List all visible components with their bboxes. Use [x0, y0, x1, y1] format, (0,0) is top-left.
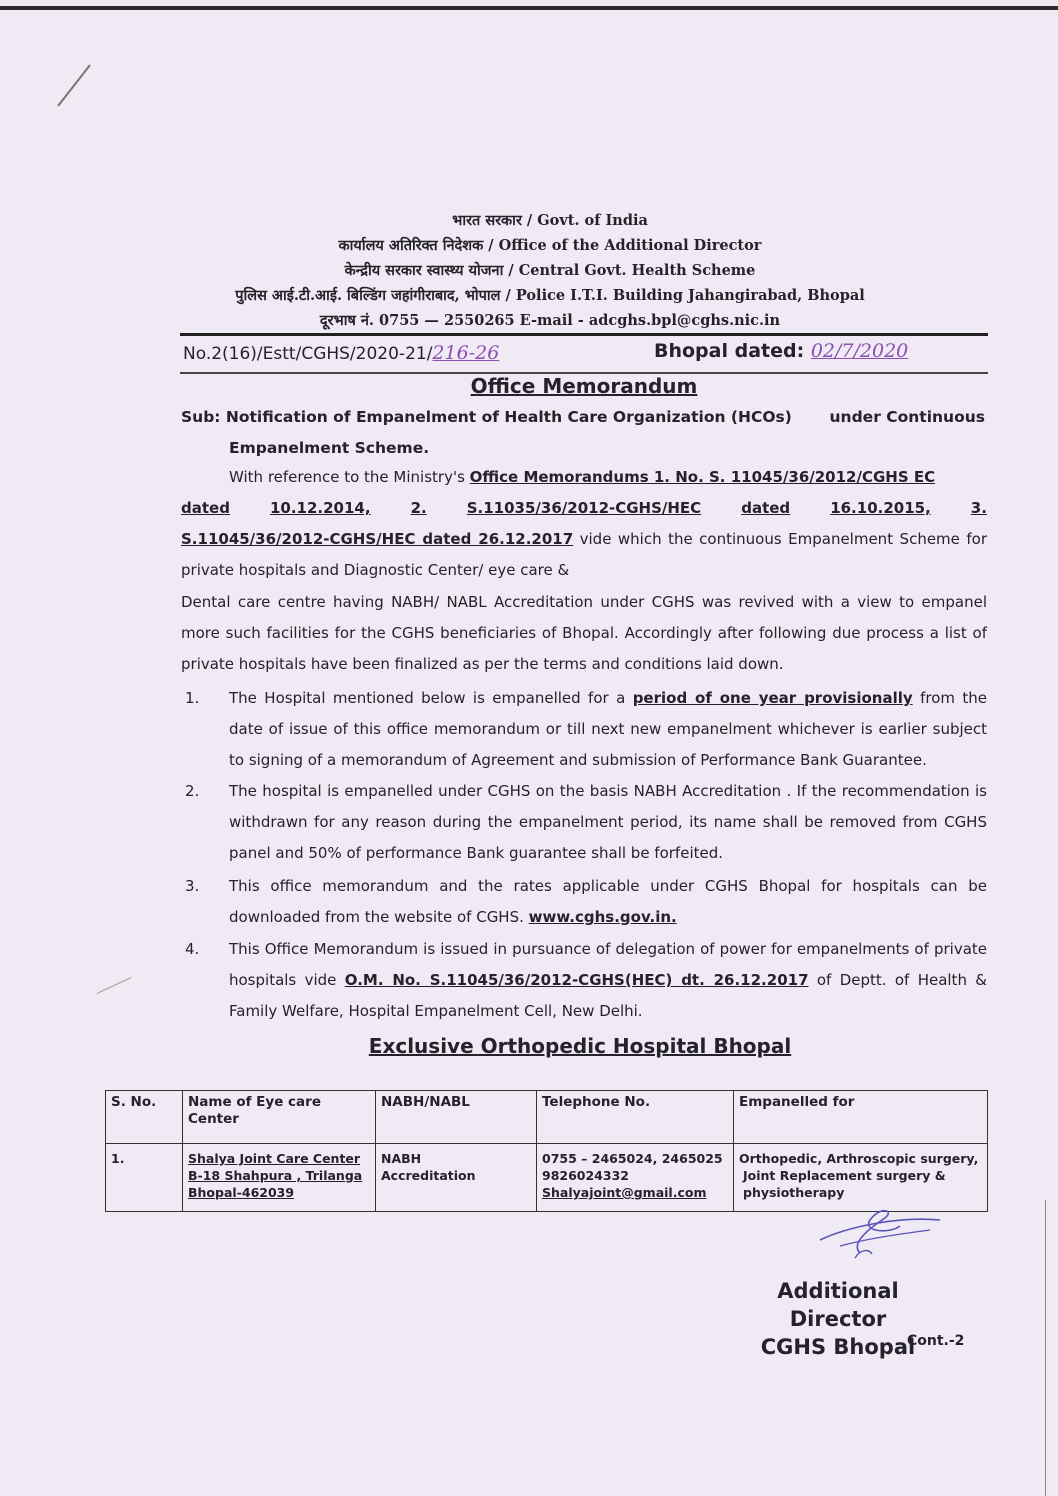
- para1-row2-word: 2.: [410, 499, 427, 517]
- letterhead-line-office: कार्यालय अतिरिक्त निदेशक / Office of the Additional Director: [338, 237, 762, 254]
- scan-top-border: [0, 6, 1058, 10]
- date-handwritten: 02/7/2020: [810, 340, 909, 362]
- table-header: NABH/NABL: [376, 1091, 537, 1144]
- empanelled-line: physiotherapy: [743, 1185, 845, 1200]
- date-label: Bhopal dated:: [654, 340, 805, 362]
- list-item-text: from the date of issue of this office memorandum or till next new empanelment whichever is earlier subject to signing of a memorandum of Agreement and submission of Performance Bank Guarantee.: [229, 689, 987, 769]
- list-item-text: The hospital is empanelled under CGHS on the basis NABH Accreditation . If the recommendation is withdrawn for any reason during the empanelment period, its name shall be removed from CGHS panel and 50% of performance Bank guarantee shall be forfeited.: [229, 782, 987, 862]
- header-rule: [180, 333, 988, 336]
- list-item-text: This office memorandum and the rates applicable under CGHS Bhopal for hospitals can be downloaded from the website of CGHS.: [229, 877, 987, 926]
- letterhead-line-scheme: केन्द्रीय सरकार स्वास्थ्य योजना / Central Govt. Health Scheme: [344, 262, 756, 279]
- pen-mark: [57, 64, 91, 106]
- para1-ref1: Office Memorandums 1. No. S. 11045/36/2012/CGHS EC: [469, 468, 936, 486]
- para1-lead: With reference to the Ministry's: [229, 468, 470, 486]
- reference-prefix: No.2(16)/Estt/CGHS/2020-21/: [183, 344, 433, 364]
- reference-number: [183, 342, 499, 364]
- list-item-text: This Office Memorandum is issued in pursuance of delegation of power for empanelments of private hospitals vide: [229, 940, 987, 989]
- list-item-text: The Hospital mentioned below is empanelled for a: [229, 689, 633, 707]
- list-item-emphasis: O.M. No. S.11045/36/2012-CGHS(HEC) dt. 26.12.2017: [344, 971, 809, 989]
- accreditation-type: NABH: [381, 1151, 422, 1166]
- subject: [181, 402, 987, 464]
- list-item-emphasis: period of one year provisionally: [632, 689, 913, 707]
- signature-image: [800, 1198, 950, 1268]
- memo-title: Office Memorandum: [470, 374, 698, 398]
- cell-sno: 1.: [106, 1144, 183, 1212]
- hospital-title: Exclusive Orthopedic Hospital Bhopal: [368, 1034, 792, 1058]
- hospital-address: B-18 Shahpura , Trilanga: [188, 1168, 363, 1183]
- accreditation-label: Accreditation: [381, 1168, 476, 1183]
- list-item-number: 4.: [185, 940, 200, 958]
- subject-line-1: Sub: Notification of Empanelment of Health Care Organization (HCOs): [181, 408, 792, 426]
- para1-row2-word: 3.: [970, 499, 987, 517]
- list-item-number: 3.: [185, 877, 200, 895]
- table-header: Empanelled for: [734, 1091, 988, 1144]
- list-item-number: 2.: [185, 782, 200, 800]
- cell-telephone: [537, 1144, 734, 1212]
- empanelled-line: Joint Replacement surgery &: [743, 1168, 946, 1183]
- list-item: [181, 934, 987, 1027]
- reference-handwritten: 216-26: [432, 342, 500, 364]
- telephone-mobile: 9826024332: [542, 1168, 629, 1183]
- website-link[interactable]: www.cghs.gov.in.: [528, 908, 677, 926]
- list-item: [181, 683, 987, 776]
- table-header-row: [106, 1091, 988, 1144]
- list-item: [181, 776, 987, 869]
- subject-line-1-right: under Continuous: [829, 408, 985, 426]
- para1-row2-word: dated: [741, 499, 791, 517]
- para1-row2-word: dated: [181, 499, 230, 517]
- list-item: [181, 871, 987, 933]
- table-header: Name of Eye care Center: [183, 1091, 376, 1144]
- letterhead: [0, 208, 1058, 333]
- paragraph-reference: [181, 462, 987, 586]
- signatory-title: Additional Director: [777, 1279, 899, 1331]
- list-item-number: 1.: [185, 689, 200, 707]
- para1-rest: vide which the continuous Empanelment Scheme for private hospitals and Diagnostic Center/ eye care &: [181, 530, 987, 579]
- hospital-name: Shalya Joint Care Center: [188, 1151, 361, 1166]
- cell-accreditation: [376, 1144, 537, 1212]
- scan-edge-line: [1045, 1200, 1046, 1496]
- pen-mark-2: [97, 977, 132, 994]
- para1-row2-word: 10.12.2014,: [269, 499, 371, 517]
- hospital-city: Bhopal-462039: [188, 1185, 295, 1200]
- date-line: [654, 340, 908, 362]
- letterhead-line-address: पुलिस आई.टी.आई. बिल्डिंग जहांगीराबाद, भोपाल / Police I.T.I. Building Jahangirabad, Bhopal: [235, 287, 865, 304]
- para1-row2-word: S.11035/36/2012-CGHS/HEC: [466, 499, 702, 517]
- para1-ref3: S.11045/36/2012-CGHS/HEC dated 26.12.2017: [181, 530, 574, 548]
- telephone-landline: 0755 – 2465024, 2465025: [542, 1151, 723, 1166]
- paragraph-revived: Dental care centre having NABH/ NABL Accreditation under CGHS was revived with a view to empanel more such facilities for the CGHS beneficiaries of Bhopal. Accordingly after following due process a list of private hospitals have been finalized as per the terms and conditions laid down.: [181, 593, 987, 673]
- table-header: S. No.: [106, 1091, 183, 1144]
- letterhead-line-govt: भारत सरकार / Govt. of India: [452, 212, 648, 229]
- cell-name: [183, 1144, 376, 1212]
- para1-row2-word: 16.10.2015,: [830, 499, 931, 517]
- letterhead-line-contact: दूरभाष नं. 0755 — 2550265 E-mail - adcghs.bpl@cghs.nic.in: [319, 312, 781, 329]
- empanelment-table: [105, 1090, 988, 1212]
- email-link[interactable]: Shalyajoint@gmail.com: [542, 1185, 707, 1200]
- continuation-note: Cont.-2: [907, 1333, 965, 1349]
- list-item-text: of Deptt. of Health & Family Welfare, Hospital Empanelment Cell, New Delhi.: [229, 971, 988, 1020]
- subject-line-2: Empanelment Scheme.: [229, 439, 430, 457]
- signatory-office: CGHS Bhopal: [760, 1335, 916, 1359]
- para1-row2: [181, 493, 987, 524]
- table-header: Telephone No.: [537, 1091, 734, 1144]
- empanelled-line: Orthopedic, Arthroscopic surgery,: [739, 1151, 979, 1166]
